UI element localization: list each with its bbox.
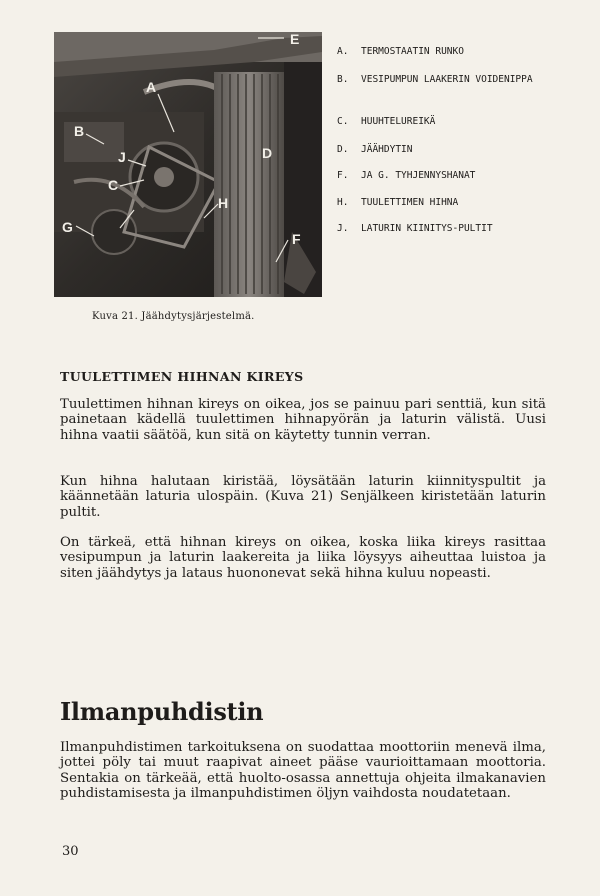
legend-text: VESIPUMPUN LAAKERIN VOIDENIPPA [361,74,533,85]
engine-illustration [54,32,322,297]
figure-label-f: F [292,231,301,247]
figure-label-g: G [62,219,73,235]
cooling-system-photo [54,32,322,297]
legend-item [337,116,567,128]
figure-caption: Kuva 21. Jäähdytysjärjestelmä. [92,311,255,322]
legend-text: TUULETTIMEN HIHNA [361,197,459,208]
section-paragraph: Kun hihna halutaan kiristää, löysätään laturin kiinnityspultit ja käännetään laturia ulospäin. (Kuva 21) Senjälkeen kiristetään laturin pultit. [60,474,546,520]
chapter-heading: Ilmanpuhdistin [60,697,264,726]
legend-item [337,74,567,86]
legend-key: D. [337,144,349,155]
figure-label-h: H [218,195,229,211]
legend-key: C. [337,116,349,127]
section-paragraph: On tärkeä, että hihnan kireys on oikea, koska liika kireys rasittaa vesipumpun ja laturin laakereita ja liika löysyys aiheuttaa luistoa ja siten jäähdytys ja lataus huononevat sekä hihna kuluu nopeasti. [60,535,546,581]
section-paragraph: Tuulettimen hihnan kireys on oikea, jos se painuu pari senttiä, kun sitä painetaan kädellä tuulettimen hihnapyörän ja laturin välistä. Uusi hihna vaatii säätöä, kun sitä on käytetty tunnin verran. [60,397,546,443]
figure-label-j: J [118,149,126,165]
figure-label-a: A [146,79,157,95]
figure-label-b: B [74,123,85,139]
legend-key: J. [337,223,349,234]
legend-item [337,197,567,209]
legend-text: TERMOSTAATIN RUNKO [361,46,464,57]
figure-label-c: C [108,177,119,193]
figure-label-d: D [262,145,273,161]
legend-text: LATURIN KIINITYS-PULTIT [361,223,493,234]
legend-item [337,223,567,235]
legend-text: JA G. TYHJENNYSHANAT [361,170,476,181]
page-number: 30 [62,844,79,859]
legend-key: H. [337,197,349,208]
legend-key: B. [337,74,349,85]
chapter-paragraph: Ilmanpuhdistimen tarkoituksena on suodattaa moottoriin menevä ilma, jottei pöly tai muut raapivat aineet pääse vaurioittamaan moottoria. Sentakia on tärkeää, että huolto-osassa annettuja ohjeita ilmakanavien puhdistamisesta ja ilmanpuhdistimen öljyn vaihdosta noudatetaan. [60,740,546,801]
legend-text: JÄÄHDYTIN [361,144,413,155]
section-title: TUULETTIMEN HIHNAN KIREYS [60,369,304,384]
legend-item [337,170,567,182]
legend-key: F. [337,170,349,181]
legend-text: HUUHTELUREIKÄ [361,116,436,127]
figure-label-e: E [290,32,300,47]
legend-item [337,144,567,156]
legend-key: A. [337,46,349,57]
legend-item [337,46,567,58]
